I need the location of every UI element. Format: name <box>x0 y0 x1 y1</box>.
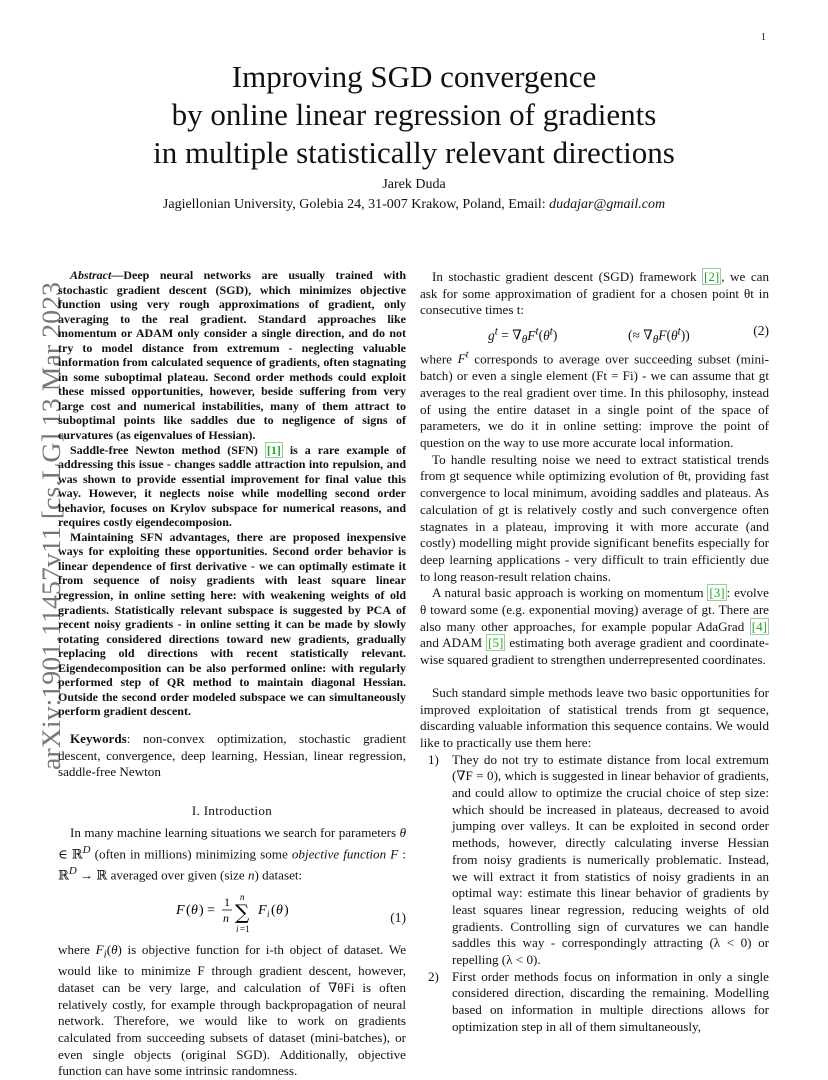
svg-text:1: 1 <box>224 894 230 909</box>
author-name: Jarek Duda <box>382 177 446 192</box>
svg-text:=1: =1 <box>240 923 250 934</box>
equation-2-approx: (≈ $\nabla_\theta F(\theta^t)$) <box>628 325 690 347</box>
svg-text:F: F <box>258 902 267 918</box>
svg-text:) =: ) = <box>199 902 216 918</box>
svg-text:θ: θ <box>191 902 198 918</box>
keywords-label: Keywords <box>70 730 127 746</box>
right-p5: Such standard simple methods leave two basic opportunities for improved exploitation of statistical trends from gt sequence, discarding valuable information this sequence contains. We would like to practically use them here: <box>420 684 769 750</box>
equation-2 <box>420 321 769 347</box>
right-p3: To handle resulting noise we need to extract statistical trends from gt sequence while optimizing evolution of θt, providing fast convergence to local minimum, avoiding saddles and plateaus. As calculation of gt is relatively costly and such convergence often stagnates in a plateau, improving it with more accurate (and costly) modelling might provide significant benefits especially for deep learning applications - very difficult to train efficiently due to long reason-result relation chains. <box>420 451 769 584</box>
citation-link[interactable]: [2] <box>704 269 720 284</box>
citation-link[interactable]: [4] <box>751 618 767 634</box>
affiliation-text: Jagiellonian University, Golebia 24, 31-007 Krakow, Poland, Email: <box>162 197 546 212</box>
svg-text:(: ( <box>186 902 191 918</box>
right-p1: In stochastic gradient descent (SGD) framework [2] , we can ask for some approximation of gradient for a chosen point θt in consecutive times t: <box>420 269 769 318</box>
abstract-p2: Saddle-free Newton method (SFN) [1] is a rare example of addressing this issue - changes saddle attraction into repulsion, and was shown to provide essential improvement for final value this way. However, it neglects noise while modelling second order behavior, focuses on Krylov subspace for numerical reasons, and requires costly eigendecomposion. <box>58 442 407 530</box>
paper-title <box>0 58 828 172</box>
title-line-2: by online linear regression of gradients <box>171 97 657 132</box>
page-number: 1 <box>761 32 766 43</box>
svg-text:(: ( <box>271 902 276 918</box>
abstract-p1: Abstract—Deep neural networks are usually trained with stochastic gradient descent (SGD), which minimizes objective function using very rough approximations of gradient, only averaging to the real gradient. Standard approaches like momentum or ADAM only consider a single direction, and do not try to model distance from extremum - neglecting valuable information from calculated sequence of gradients, often stagnating in some suboptimal plateau. Second order methods could exploit these missed opportunities, however, beside suffering from very large cost and numerical instabilities, many of them attract to suboptimal points like saddles due to negligence of signs of curvatures (as eigenvalues of Hessian). <box>58 268 406 443</box>
intro-p2: where $F_i(\theta)$ is objective function for i-th object of dataset. We would like to minimize F through gradient descent, however, dataset can be very large, and calculation of ∇θFi is often relatively costly, for example through backpropagation of neural network. Therefore, we would like to work on gradients calculated from succeeding subsets of dataset (mini-batches), or even single objects (original SGD). Additionally, objective function can have some intrinsic randomness. <box>58 941 407 1079</box>
list-item: 2) First order methods focus on information in only a single considered direction, discarding the remaining. Modelling based on information in multiple directions allows for optimization step in all of them simultaneously, <box>428 968 769 1034</box>
svg-text:n: n <box>240 891 245 902</box>
right-p2: where $F^t$ corresponds to average over succeeding subset (mini-batch) or even a single element (Ft = Fi) - we can assume that gt averages to the real gradient over time. In this philosophy, instead of using the entire dataset in a single point of the space of parameters, we do it in online setting: improve the point of question on the way to use more accurate local information. <box>420 349 769 450</box>
right-p4: A natural basic approach is working on momentum [3] : evolve θ toward some (e.g. exponential moving) average of gt. There are also many other approaches, for example popular AdaGrad [4] and ADAM [5] estimating both average gradient and coordinate-wise squared gradient to strengthen underrepresented coordinates. <box>420 585 769 668</box>
svg-text:n: n <box>223 910 229 925</box>
equation-1 <box>58 888 406 942</box>
left-column <box>58 268 406 1080</box>
abstract-label: Abstract <box>70 268 112 282</box>
title-line-3: in multiple statistically relevant directions <box>153 135 675 170</box>
equation-1-number: (1) <box>390 909 406 925</box>
svg-text:i: i <box>236 923 239 934</box>
keywords: Keywords: non-convex optimization, stochastic gradient descent, convergence, deep learning, Hessian, linear regression, saddle-free Newton <box>58 730 406 780</box>
affiliation <box>0 197 828 213</box>
abstract <box>58 268 406 719</box>
opportunities-list <box>420 752 769 1036</box>
arxiv-stamp-text: arXiv:1901.11457v11 [cs.LG] 13 Mar 2023 <box>37 315 66 770</box>
abstract-p3: Maintaining SFN advantages, there are proposed inexpensive ways for exploiting these opportunities. Second order behavior is linear dependence of first derivative - we can optimally estimate it from sequence of noisy gradients with least square linear regression, in online setting here: with weakening weights of old gradients. Statistically relevant subspace is suggested by PCA of recent noisy gradients - in online setting it can be made by slowly rotating considered directions toward new gradients, gradually replacing old directions with recent statistically relevant. Eigendecomposition can be also performed online: with regularly performed step of QR method to maintain diagonal Hessian. Outside the second order modeled subspace we can simultaneously perform gradient descent. <box>58 529 406 719</box>
citation-link[interactable]: [1] <box>266 442 281 457</box>
equation-2-formula: $g^t = \nabla_\theta F^t(\theta^t)$ <box>488 325 558 347</box>
right-column <box>420 269 769 1036</box>
citation-link[interactable]: [3] <box>709 585 725 601</box>
equation-1-formula <box>176 892 336 944</box>
section-heading-introduction: I. Introduction <box>191 803 273 819</box>
equation-2-number: (2) <box>753 323 769 339</box>
intro-p1: In many machine learning situations we search for parameters θ ∈ ℝ$^D$ (often in millions) minimizing some objective function F : ℝ$^D$ → ℝ averaged over given (size n) dataset: <box>58 825 406 883</box>
list-item: 1) They do not try to estimate distance from local extremum (∇F = 0), which is suggested in linear behavior of gradients, and could allow to optimize the crucial choice of step size: which should be increased in plateaus, decreased to avoid jumping over valleys. It can be exploited in second order methods, however, directly calculating inverse Hessian from noisy gradients is numerically problematic. Instead, we will extract it from statistics of noisy gradients in an optimal way: estimate this linear behavior of gradients by least squares linear regression, reducing weights of old gradients. Controlling sign of curvatures we can handle saddles this way - correspondingly attracting (λ < 0) or repelling (λ < 0). <box>428 751 769 968</box>
citation-link[interactable]: [5] <box>488 635 504 651</box>
svg-text:θ: θ <box>276 902 283 918</box>
intro-body <box>58 825 406 1080</box>
svg-text:F: F <box>176 902 185 918</box>
title-line-1: Improving SGD convergence <box>231 59 597 94</box>
svg-text:i: i <box>267 908 270 919</box>
svg-text:): ) <box>284 902 289 918</box>
svg-text:∑: ∑ <box>235 899 250 924</box>
author-email: dudajar@gmail.com <box>549 197 666 212</box>
